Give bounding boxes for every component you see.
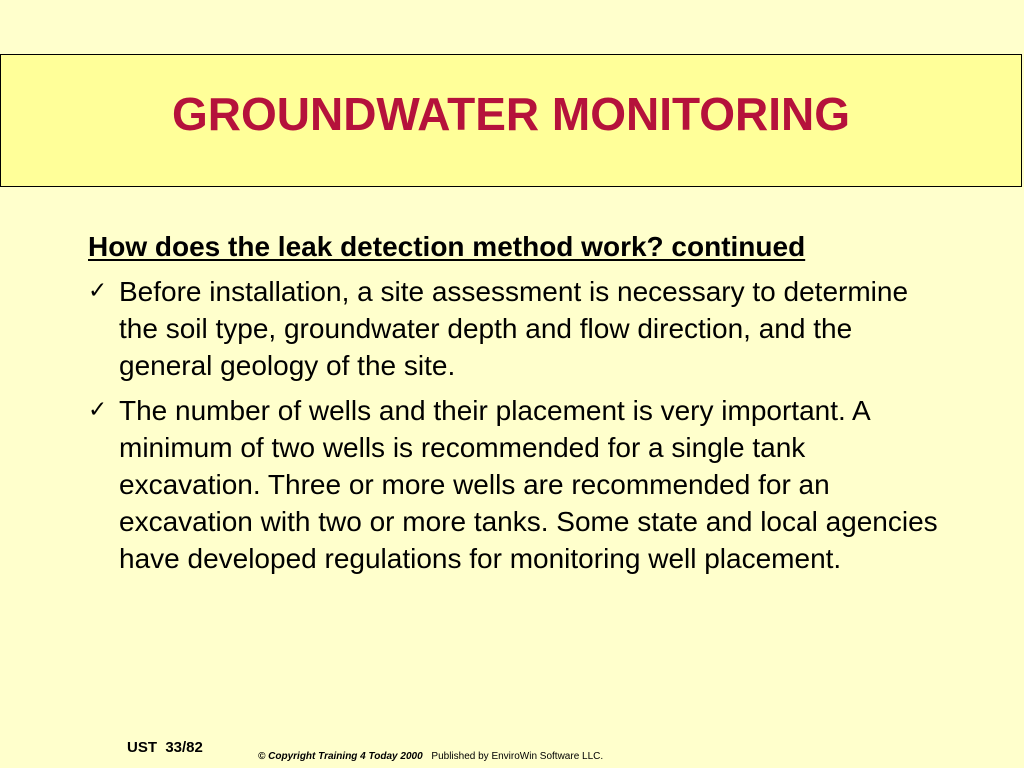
title-banner — [0, 54, 1022, 187]
slide-title: GROUNDWATER MONITORING — [171, 87, 851, 140]
bullet-item — [88, 273, 948, 384]
footer-credits — [258, 751, 603, 762]
section-heading — [88, 228, 948, 265]
bullet-text: Before installation, a site assessment is necessary to determine the soil type, groundwater depth and flow direction, and the general geology of the site. — [119, 276, 909, 381]
copyright-text: © Copyright Training 4 Today 2000 — [258, 751, 423, 762]
section-heading-text: How does the leak detection method work? continued — [88, 231, 806, 262]
slide-body — [88, 228, 948, 577]
page-number: UST 33/82 — [127, 739, 203, 756]
bullet-item — [88, 392, 948, 577]
checkmark-icon: ✓ — [88, 397, 108, 423]
checkmark-icon: ✓ — [88, 278, 108, 304]
publisher-text: Published by EnviroWin Software LLC. — [431, 751, 604, 762]
bullet-text: The number of wells and their placement is very important. A minimum of two wells is recommended for a single tank excavation. Three or more wells are recommended for an excavation with two or more tanks. Some state and local agencies have developed regulations for monitoring well placement. — [119, 395, 938, 574]
